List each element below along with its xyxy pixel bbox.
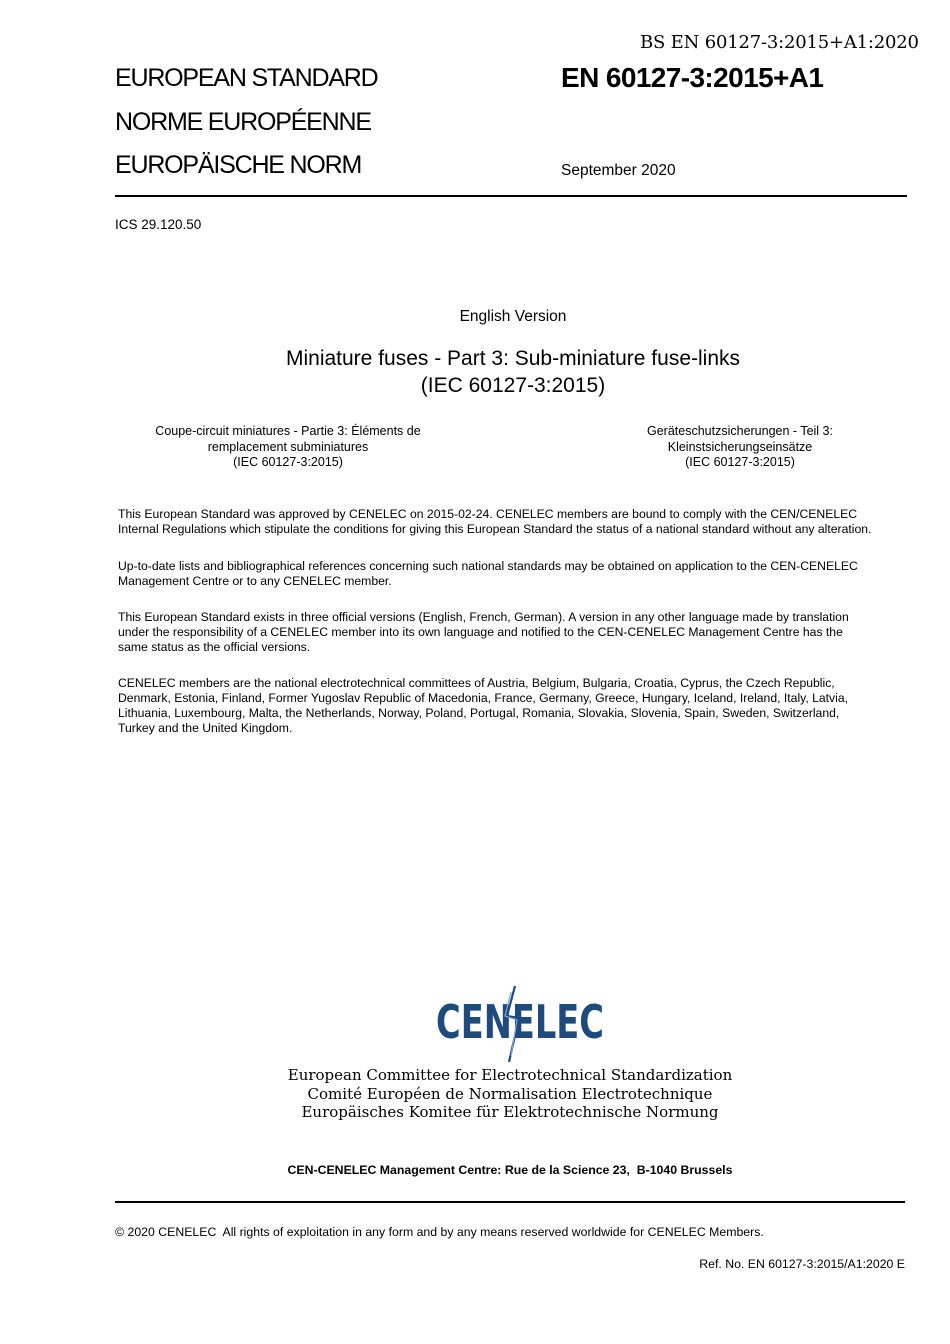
french-title (138, 424, 438, 471)
footer-rule (115, 1201, 905, 1203)
approval-paragraph (118, 507, 910, 537)
versions-paragraph (118, 610, 910, 655)
paragraph-line: Up-to-date lists and bibliographical references concerning such national standards may be obtained on application to the CEN-CENELEC (118, 559, 858, 573)
committee-names (260, 1066, 760, 1122)
paragraph-line: under the responsibility of a CENELEC member into its own language and notified to the CEN-CENELEC Management Centre has the (118, 625, 843, 639)
cenelec-logo-text: CENELEC (436, 995, 604, 1049)
en-number: EN 60127-3:2015+A1 (561, 62, 824, 93)
management-centre-address: CEN-CENELEC Management Centre: Rue de la Science 23, B-1040 Brussels (287, 1163, 733, 1177)
cenelec-logo-mark (420, 982, 620, 1064)
cenelec-logo (420, 982, 620, 1064)
paragraph-line: Management Centre or to any CENELEC member. (118, 574, 392, 588)
paragraph-line: Turkey and the United Kingdom. (118, 721, 293, 735)
french-title-line1: Coupe-circuit miniatures - Partie 3: Éléments de (155, 424, 421, 438)
members-paragraph (118, 676, 910, 736)
paragraph-line: This European Standard was approved by CENELEC on 2015-02-24. CENELEC members are bound to comply with the CEN/CENELEC (118, 507, 858, 521)
standard-label-de: EUROPÄISCHE NORM (115, 151, 362, 179)
version-label: English Version (459, 308, 567, 325)
committee-name-en: European Committee for Electrotechnical Standardization (287, 1066, 733, 1084)
references-paragraph (118, 559, 910, 589)
paragraph-line: same status as the official versions. (118, 640, 311, 654)
committee-name-fr: Comité Européen de Normalisation Electrotechnique (307, 1084, 713, 1103)
french-title-line3: (IEC 60127-3:2015) (233, 455, 343, 469)
header-rule (115, 195, 907, 197)
paragraph-line: Lithuania, Luxembourg, Malta, the Netherlands, Norway, Poland, Portugal, Romania, Slovakia, Slovenia, Spain, Sweden, Switzerland, (118, 706, 840, 720)
copyright-notice: © 2020 CENELEC All rights of exploitation in any form and by any means reserved worldwide for CENELEC Members. (115, 1225, 764, 1239)
document-title (213, 345, 813, 399)
standard-label-fr: NORME EUROPÉENNE (115, 108, 371, 136)
paragraph-line: This European Standard exists in three official versions (English, French, German). A version in any other language made by translation (118, 610, 849, 624)
bs-reference: BS EN 60127-3:2015+A1:2020 (640, 32, 919, 53)
ics-code: ICS 29.120.50 (115, 217, 202, 232)
standard-label-en: EUROPEAN STANDARD (115, 64, 378, 92)
reference-number: Ref. No. EN 60127-3:2015/A1:2020 E (699, 1257, 905, 1271)
french-title-line2: remplacement subminiatures (207, 439, 369, 454)
paragraph-line: Denmark, Estonia, Finland, Former Yugoslav Republic of Macedonia, France, Germany, Greece, Hungary, Iceland, Ireland, Italy, Latvia, (118, 691, 849, 705)
publication-date: September 2020 (561, 162, 676, 179)
paragraph-line: Internal Regulations which stipulate the conditions for giving this European Standard the status of a national standard without any alteration. (118, 522, 872, 536)
german-title-line1: Geräteschutzsicherungen - Teil 3: (647, 424, 833, 438)
document-title-line2: (IEC 60127-3:2015) (420, 374, 606, 397)
document-title-line1: Miniature fuses - Part 3: Sub-miniature fuse-links (285, 347, 740, 370)
paragraph-line: CENELEC members are the national electrotechnical committees of Austria, Belgium, Bulgaria, Croatia, Cyprus, the Czech Republic, (118, 676, 835, 690)
german-title (590, 424, 890, 471)
committee-name-de: Europäisches Komitee für Elektrotechnische Normung (301, 1103, 719, 1121)
german-title-line2: Kleinstsicherungseinsätze (667, 439, 813, 454)
german-title-line3: (IEC 60127-3:2015) (685, 455, 795, 469)
